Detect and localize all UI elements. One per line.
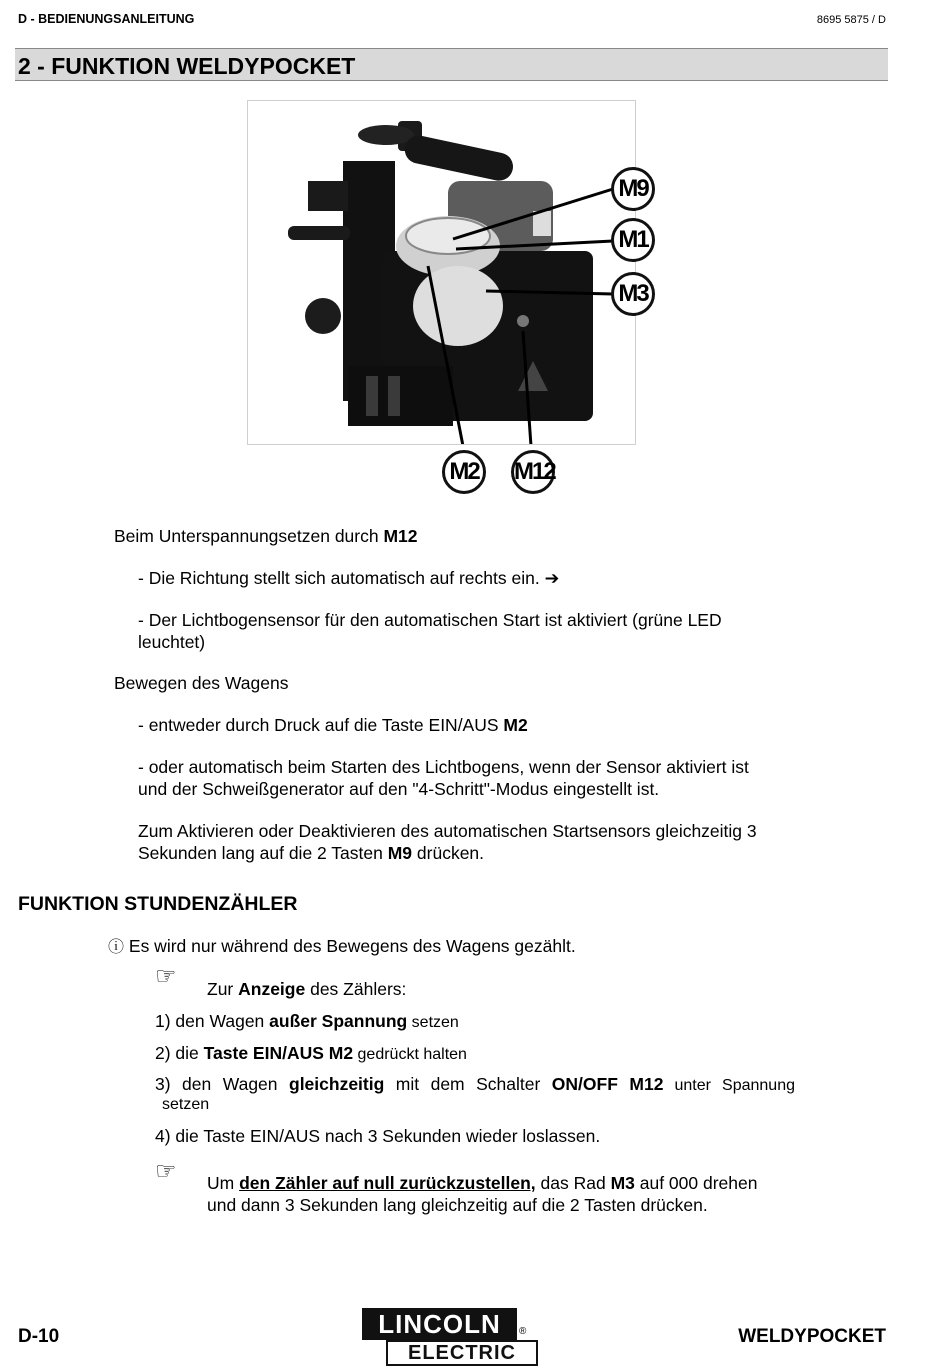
product-name: WELDYPOCKET: [738, 1326, 886, 1347]
text-line: Zum Aktivieren oder Deaktivieren des automatischen Startsensors gleichzeitig 3: [138, 821, 757, 841]
page-number: D-10: [18, 1326, 60, 1347]
logo-bottom: ELECTRIC: [386, 1340, 538, 1366]
text: gedrückt halten: [353, 1046, 467, 1063]
text: - Die Richtung stellt sich automatisch auf rechts ein.: [138, 568, 540, 588]
text-line: [207, 1172, 757, 1194]
lincoln-electric-logo: [362, 1308, 542, 1366]
info-icon: ⓘ: [108, 939, 125, 956]
section-title-bar: [15, 48, 888, 81]
info-note: [108, 935, 576, 959]
emphasis: Taste EIN/AUS M2: [203, 1043, 354, 1063]
emphasis: Anzeige: [238, 979, 306, 999]
step-2: [155, 1042, 467, 1066]
reset-instruction: [207, 1172, 757, 1216]
text: Es wird nur während des Bewegens des Wagens gezählt.: [128, 936, 576, 956]
step-3-continuation: setzen: [162, 1096, 210, 1113]
text: auf 000 drehen: [634, 1173, 758, 1193]
text: 1) den Wagen: [155, 1011, 270, 1031]
text-line: [138, 842, 757, 864]
callout-m9: M9: [611, 167, 655, 211]
paragraph-auto-start: [138, 756, 749, 800]
logo-top: LINCOLN: [362, 1308, 517, 1340]
text: 2) die: [155, 1043, 204, 1063]
step-4: 4) die Taste EIN/AUS nach 3 Sekunden wieder loslassen.: [155, 1126, 601, 1146]
paragraph-power-on: [114, 525, 418, 547]
text-line: - oder automatisch beim Starten des Lichtbogens, wenn der Sensor aktiviert ist: [138, 757, 749, 777]
key-ref: M12: [383, 526, 418, 546]
text: setzen: [407, 1014, 459, 1031]
callout-m2: M2: [442, 450, 486, 494]
display-instruction: [207, 978, 406, 1000]
registered-mark: ®: [519, 1326, 527, 1337]
text: Um: [207, 1173, 240, 1193]
text-line: und dann 3 Sekunden lang gleichzeitig auf die 2 Tasten drücken.: [207, 1195, 708, 1215]
paragraph-button: [138, 714, 528, 736]
carriage-illustration: [248, 101, 635, 444]
pointing-hand-icon: ☞: [155, 963, 177, 990]
text: Zur: [207, 979, 239, 999]
emphasis: außer Spannung: [269, 1011, 408, 1031]
text: Beim Unterspannungsetzen durch: [114, 526, 384, 546]
step-3: [155, 1073, 795, 1097]
text: das Rad: [535, 1173, 611, 1193]
pointing-hand-icon: ☞: [155, 1158, 177, 1185]
callout-m3: M3: [611, 272, 655, 316]
paragraph-toggle-sensor: [138, 820, 757, 864]
callout-m12: M12: [511, 450, 555, 494]
text: mit dem Schalter: [384, 1074, 552, 1094]
key-ref: M3: [610, 1173, 635, 1193]
product-photo: [247, 100, 636, 445]
header-manual-title: D - BEDIENUNGSANLEITUNG: [18, 12, 195, 26]
paragraph-moving: Bewegen des Wagens: [114, 673, 289, 693]
header-doc-number: 8695 5875 / D: [816, 14, 886, 26]
text: unter Spannung: [663, 1077, 795, 1094]
paragraph-direction: [138, 567, 559, 589]
text: des Zählers:: [305, 979, 407, 999]
paragraph-arc-sensor: [138, 609, 722, 653]
step-1: [155, 1010, 459, 1034]
key-ref: M2: [503, 715, 528, 735]
text: 3) den Wagen: [155, 1074, 289, 1094]
arrow-right-icon: ➔: [544, 568, 560, 588]
text-line: und der Schweißgenerator auf den "4-Schritt"-Modus eingestellt ist.: [138, 779, 660, 799]
text-line: leuchtet): [138, 632, 206, 652]
text: Sekunden lang auf die 2 Tasten: [138, 843, 388, 863]
emphasis: den Zähler auf null zurückzustellen,: [239, 1173, 536, 1193]
text: drücken.: [412, 843, 485, 863]
section-heading: FUNKTION STUNDENZÄHLER: [18, 893, 298, 915]
page-title: 2 - FUNKTION WELDYPOCKET: [18, 53, 356, 79]
text-line: - Der Lichtbogensensor für den automatischen Start ist aktiviert (grüne LED: [138, 610, 722, 630]
emphasis: ON/OFF M12: [551, 1074, 664, 1094]
emphasis: gleichzeitig: [289, 1074, 385, 1094]
text: - entweder durch Druck auf die Taste EIN/AUS: [138, 715, 504, 735]
key-ref: M9: [387, 843, 413, 863]
callout-m1: M1: [611, 218, 655, 262]
